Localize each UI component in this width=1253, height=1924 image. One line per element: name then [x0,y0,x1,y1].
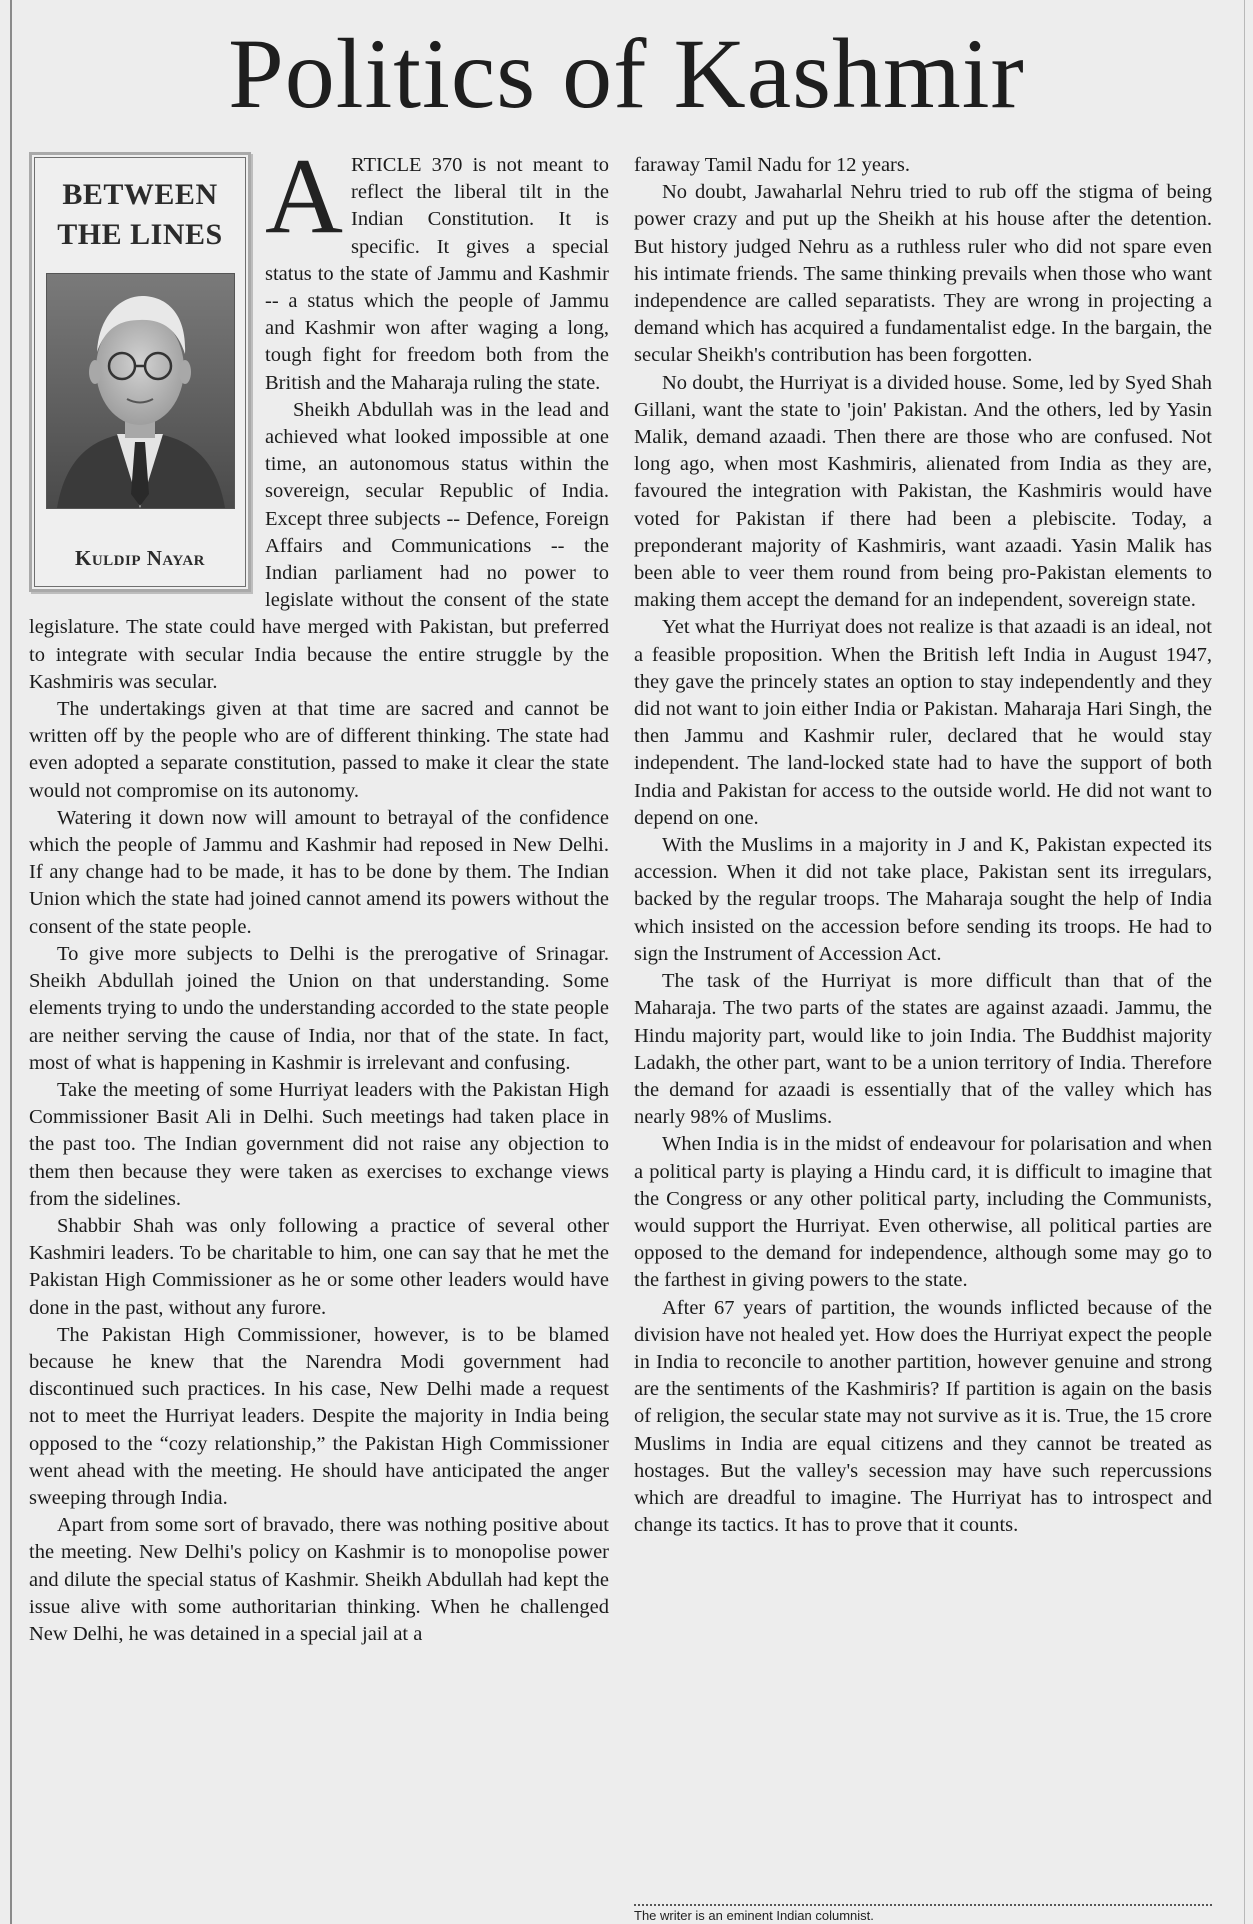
paragraph: When India is in the midst of endeavour for polarisation and when a political party is playing a Hindu card, it is difficult to imagine that the Congress or any other political party, including the Communists, would support the Hurriyat. Even otherwise, all political parties are opposed to the demand for independence, although some may go to the farthest in giving powers to the state. [634,1133,1212,1292]
paragraph: The task of the Hurriyat is more difficult than that of the Maharaja. The two parts of the states are against azaadi. Jammu, the Hindu majority part, would like to join India. The Buddhist majority Ladakh, the other part, want to be a union territory of India. Therefore the demand for azaadi is essentially that of the valley which has nearly 98% of Muslims. [634,970,1212,1129]
paragraph: The Pakistan High Commissioner, however, is to be blamed because he knew that the Narendra Modi government had discontinued such practices. In his case, New Delhi made a request not to meet the Hurriyat leaders. Despite the majority in India being opposed to the “cozy relationship,” the Pakistan High Commissioner went ahead with the meeting. He should have anticipated the anger sweeping through India. [29,1323,609,1509]
paragraph: Apart from some sort of bravado, there was nothing positive about the meeting. New Delhi's policy on Kashmir is to monopolise power and dilute the special status of Kashmir. Sheikh Abdullah had kept the issue alive with some authoritarian thinking. When he challenged New Delhi, he was detained in a special jail at a [29,1514,609,1645]
continued-text: faraway Tamil Nadu for 12 years. [634,154,910,176]
paragraph: Watering it down now will amount to betrayal of the confidence which the people of Jammu and Kashmir had reposed in New Delhi. If any change had to be made, it has to be done by them. The Indian Union which the state had joined cannot amend its powers without the consent of the state people. [29,806,609,938]
paragraph: The undertakings given at that time are sacred and cannot be written off by the people who are of different thinking. The state had even adopted a separate constitution, passed to make it clear the state would not compromise on its autonomy. [29,698,609,802]
columnist-portrait-icon [46,273,235,509]
paragraph: Sheikh Abdullah was in the lead and achieved what looked impossible at one time, an autonomous status within the sovereign, secular Republic of India. Except three subjects -- Defence, Foreign Affairs and Communications -- the Indian parliament had no power to legislate without the consent of the state legislature. The state could have merged with Pakistan, but preferred to integrate with secular India because the entire struggle by the Kashmiris was secular. [29,398,609,693]
headline: Politics of Kashmir [228,18,1025,129]
author-name: Kuldip Nayar [75,546,205,570]
lead-text: RTICLE 370 is not meant to reflect the liberal tilt in the Indian Constitution. It is specific. It gives a special status to the state of Jammu and Kashmir -- a status which the people of Jammu and Kashmir won after waging a long, tough fight for freedom both from the British and the Maharaja ruling the state. [265,154,609,394]
paragraph: To give more subjects to Delhi is the prerogative of Srinagar. Sheikh Abdullah joined the Union on that understanding. Some elements trying to undo the understanding accorded to the state people are neither serving the cause of India, nor that of the state. In fact, most of what is happening in Kashmir is irrelevant and confusing. [29,942,609,1074]
kicker-line-2: THE LINES [57,218,223,251]
byline-box [29,152,251,592]
kicker-line-1: BETWEEN [62,178,218,211]
paragraph: No doubt, the Hurriyat is a divided house. Some, led by Syed Shah Gillani, want the state to 'join' Pakistan. And the others, led by Yasin Malik, demand azaadi. Then there are those who are confused. Not long ago, when most Kashmiris, alienated from India as they are, favoured the integration with Pakistan, the Kashmiris would have voted for Pakistan if there had been a plebiscite. Today, a preponderant majority of Kashmiris, want azaadi. Yasin Malik has been able to veer them round from being pro-Pakistan elements to making them accept the demand for an independent, sovereign state. [634,371,1212,612]
paragraph: With the Muslims in a majority in J and K, Pakistan expected its accession. When it did not take place, Pakistan sent its irregulars, backed by the regular troops. The Maharaja sought the help of India which insisted on the accession before sending its troops. He had to sign the Instrument of Accession Act. [634,834,1212,965]
paragraph: Yet what the Hurriyat does not realize is that azaadi is an ideal, not a feasible proposition. When the British left India in August 1947, they gave the princely states an option to stay independently and they did not want to join either India or Pakistan. Maharaja Hari Singh, the then Jammu and Kashmir ruler, declared that he would stay independent. The land-locked state had to have the support of both India and Pakistan for access to the outside world. He did not want to depend on one. [634,616,1212,829]
footnote: The writer is an eminent Indian columnist. [634,1908,874,1923]
dotted-divider [634,1904,1212,1906]
paragraph: No doubt, Jawaharlal Nehru tried to rub off the stigma of being power crazy and put up the Sheikh at his house after the detention. But history judged Nehru as a ruthless ruler who did not spare even his intimate friends. The same thinking prevails when those who want independence are called separatists. They are wrong in projecting a demand which has acquired a fundamentalist edge. In the bargain, the secular Sheikh's contribution has been forgotten. [634,181,1212,367]
column-kicker [32,175,248,255]
paragraph: Take the meeting of some Hurriyat leaders with the Pakistan High Commissioner Basit Ali in Delhi. Such meetings had taken place in the past too. The Indian government did not raise any objection to them then because they were taken as exercises to exchange views from the sidelines. [29,1078,609,1210]
paragraph: Shabbir Shah was only following a practice of several other Kashmiri leaders. To be charitable to him, one can say that he met the Pakistan High Commissioner as he or some other leaders would have done in the past, without any furore. [29,1214,609,1319]
drop-cap: A [265,137,343,256]
paragraph: After 67 years of partition, the wounds inflicted because of the division have not healed yet. How does the Hurriyat expect the people in India to reconcile to another partition, however genuine and strong are the sentiments of the Kashmiris? If partition is again on the basis of religion, the secular state may not survive as it is. True, the 15 crore Muslims in India are equal citizens and they cannot be treated as hostages. But the valley's secession may have such repercussions which are dreadful to imagine. The Hurriyat has to introspect and change its tactics. It has to prove that it counts. [634,1296,1212,1537]
left-column [29,137,609,1648]
right-column [634,152,1212,1539]
